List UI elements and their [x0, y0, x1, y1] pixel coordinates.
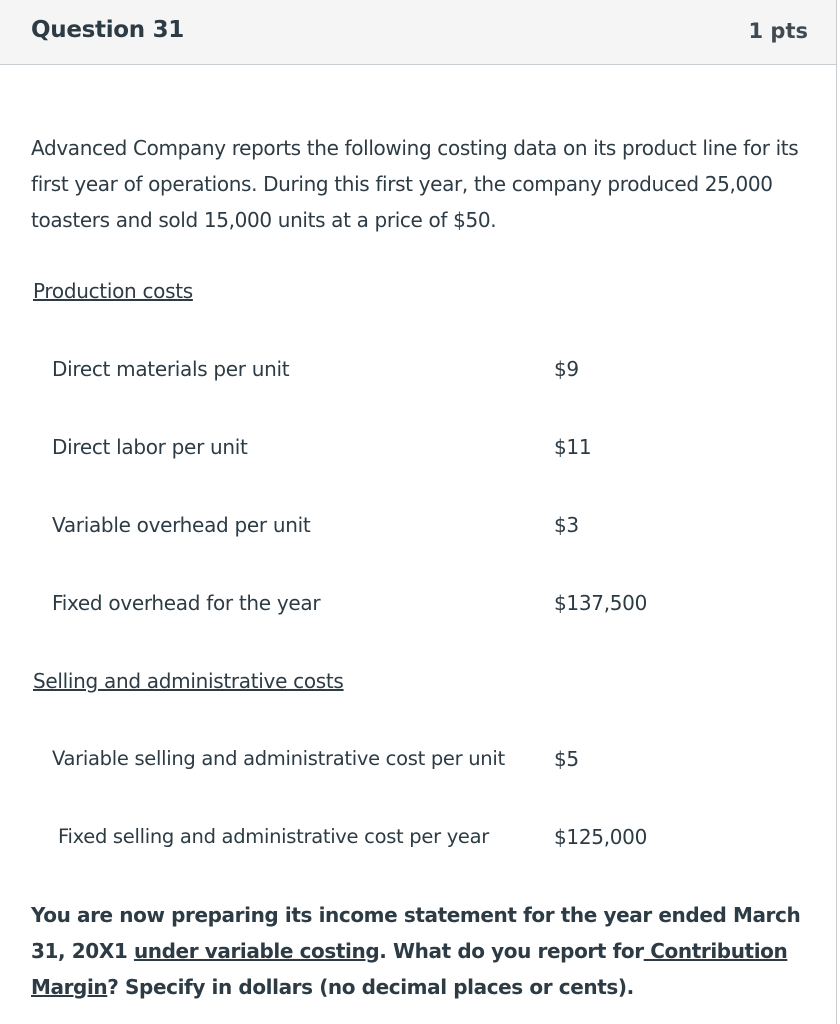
fixed-selling-label: Fixed selling and administrative cost per year: [58, 825, 489, 848]
variable-overhead-value: $3: [554, 513, 579, 537]
production-costs-heading: Production costs: [33, 279, 193, 303]
variable-costing-emphasis: under variable costing: [133, 939, 380, 963]
direct-labor-value: $11: [554, 435, 592, 459]
intro-paragraph: Advanced Company reports the following costing data on its product line for its first year of operations. During this first year, the company produced 25,000 toasters and sold 15,000 units at a price of $50.: [31, 136, 799, 232]
question-title: Question 31: [31, 17, 184, 43]
variable-overhead-label: Variable overhead per unit: [52, 513, 311, 537]
contribution-margin-emphasis: Contribution Margin: [31, 939, 788, 999]
question-text-3: ? Specify in dollars (no decimal places or cents).: [107, 975, 634, 999]
selling-admin-heading: Selling and administrative costs: [33, 669, 344, 693]
direct-materials-label: Direct materials per unit: [52, 357, 290, 381]
question-text-2: . What do you report for: [379, 939, 644, 963]
fixed-overhead-label: Fixed overhead for the year: [52, 591, 321, 615]
direct-labor-label: Direct labor per unit: [52, 435, 248, 459]
question-text-1: You are now preparing its income statement for the year ended March 31, 20X1: [31, 903, 801, 963]
variable-selling-value: $5: [554, 747, 579, 771]
content-border: [836, 64, 837, 1024]
fixed-selling-value: $125,000: [554, 825, 648, 849]
question-points: 1 pts: [748, 19, 808, 43]
fixed-overhead-value: $137,500: [554, 591, 648, 615]
question-header: [0, 0, 837, 65]
variable-selling-label: Variable selling and administrative cost per unit: [52, 747, 505, 770]
question-prompt: [31, 897, 821, 1005]
direct-materials-value: $9: [554, 357, 579, 381]
